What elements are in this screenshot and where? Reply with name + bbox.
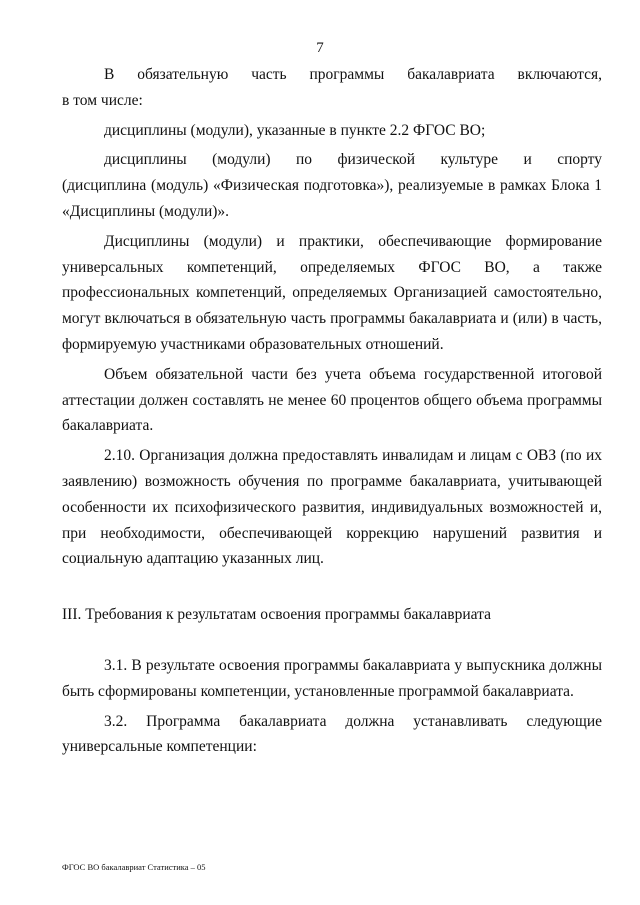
paragraph-1-line-1: В обязательную часть программы бакалавриата включаются, [104, 66, 602, 83]
paragraph-1-line-2: в том числе: [62, 91, 143, 109]
paragraph-3-1: 3.1. В результате освоения программы бакалавриата у выпускника должны быть сформированы компетенции, установленные программой бакалавриата. [62, 656, 602, 700]
paragraph-disciplines-2-2: дисциплины (модули), указанные в пункте 2.2 ФГОС ВО; [104, 121, 486, 139]
paragraph-physical-culture-rest: (дисциплина (модуль) «Физическая подготовка»), реализуемые в рамках Блока 1 «Дисциплины (модули)». [62, 177, 602, 220]
page-number: 7 [316, 40, 324, 56]
paragraph-2-10-disabilities: 2.10. Организация должна предоставлять инвалидам и лицам с ОВЗ (по их заявлению) возможность обучения по программе бакалавриата, учитывающей особенности их психофизического развития, индивидуальных возможностей и, при необходимости, обеспечивающей коррекцию нарушений развития и социальную адаптацию указанных лиц. [62, 447, 602, 568]
paragraph-physical-culture-line-1: дисциплины (модули) по физической культуре и спорту [104, 151, 602, 169]
paragraph-3-2: 3.2. Программа бакалавриата должна устанавливать следующие универсальные компетенции: [62, 712, 602, 756]
document-body [62, 62, 602, 760]
section-heading: III. Требования к результатам освоения программы бакалавриата [62, 606, 491, 624]
footer-label: ФГОС ВО бакалавриат Статистика – 05 [62, 862, 206, 872]
paragraph-mandatory-volume: Объем обязательной части без учета объема государственной итоговой аттестации должен составлять не менее 60 процентов общего объема программы бакалавриата. [62, 365, 602, 435]
paragraph-competencies: Дисциплины (модули) и практики, обеспечивающие формирование универсальных компетенций, определяемых ФГОС ВО, а также профессиональных компетенций, определяемых Организацией самостоятельно, могут включаться в обязательную часть программы бакалавриата и (или) в часть, формируемую участниками образовательных отношений. [62, 232, 602, 353]
